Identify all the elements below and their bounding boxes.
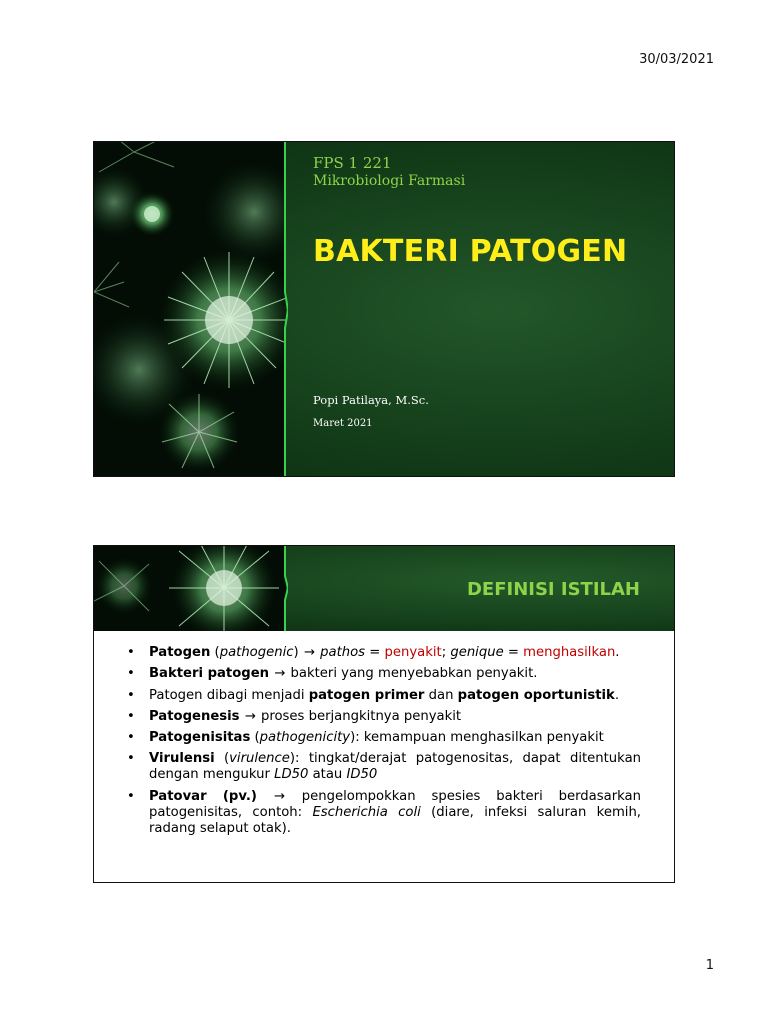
page-number: 1 [705, 958, 714, 973]
list-item: • Patogen (pathogenic) → pathos = penyakit; genique = menghasilkan. [124, 645, 641, 661]
term-english: pathogenic [219, 645, 294, 660]
term: Virulensi [149, 751, 215, 767]
arrow-right-icon: → [303, 645, 315, 660]
meaning: menghasilkan [523, 645, 616, 660]
title-slide [93, 141, 675, 477]
species-name: Escherichia coli [312, 804, 421, 820]
slide-title: BAKTERI PATOGEN [313, 234, 628, 269]
list-item: • Bakteri patogen → bakteri yang menyebabkan penyakit. [124, 666, 641, 682]
definition-list [124, 645, 641, 842]
term-english: virulence [229, 751, 290, 767]
list-item: • Virulensi (virulence): tingkat/derajat patogenositas, dapat ditentukan dengan mengukur LD50 atau ID50 [124, 751, 641, 783]
bacteria-illustration [94, 142, 286, 477]
arrow-right-icon: → [274, 666, 286, 682]
term: Patogenisitas [149, 730, 251, 746]
term: Bakteri patogen [149, 666, 270, 682]
page-date: 30/03/2021 [639, 52, 714, 67]
term-english: pathogenicity [259, 730, 351, 746]
term: Patogen [149, 645, 211, 660]
slide-header [94, 546, 674, 631]
list-item: • Patogenesis → proses berjangkitnya penyakit [124, 709, 641, 725]
definitions-slide [93, 545, 675, 883]
term: Patovar (pv.) [149, 788, 257, 804]
slide-divider [282, 546, 288, 631]
list-item: • Patogen dibagi menjadi patogen primer dan patogen oportunistik. [124, 688, 641, 704]
list-item: • Patogenisitas (pathogenicity): kemampuan menghasilkan penyakit [124, 730, 641, 746]
presentation-date: Maret 2021 [313, 418, 373, 429]
bacteria-illustration-graphic [94, 546, 286, 631]
bacteria-illustration-graphic [94, 142, 286, 477]
course-name: Mikrobiologi Farmasi [313, 173, 466, 189]
term: Patogenesis [149, 708, 240, 724]
slide-divider [282, 142, 288, 477]
course-code: FPS 1 221 [313, 154, 392, 172]
meaning: penyakit [384, 645, 442, 660]
bacteria-illustration [94, 546, 286, 631]
arrow-right-icon: → [244, 708, 256, 724]
list-item: • Patovar (pv.) → pengelompokkan spesies bakteri berdasarkan patogenisitas, contoh: Escherichia coli (diare, infeksi saluran kemih, radang selaput otak). [124, 789, 641, 837]
arrow-right-icon: → [273, 788, 285, 804]
slide-title: DEFINISI ISTILAH [466, 579, 640, 600]
author-name: Popi Patilaya, M.Sc. [313, 393, 429, 407]
